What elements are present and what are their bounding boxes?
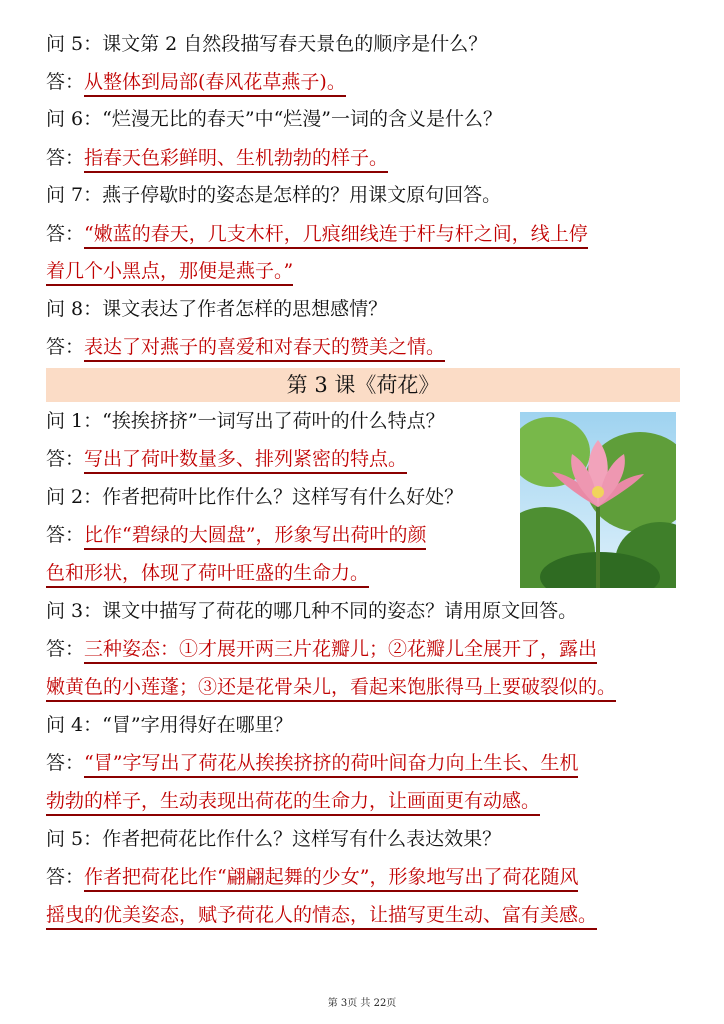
lesson3-question-1: 问 1：“挨挨挤挤”一词写出了荷叶的什么特点？ [46,410,445,432]
lesson3-answer-1: 答：写出了荷叶数量多、排列紧密的特点。 [46,446,407,472]
answer-6: 答：指春天色彩鲜明、生机勃勃的样子。 [46,145,388,171]
lesson3-question-2: 问 2：作者把荷叶比作什么？这样写有什么好处？ [46,486,464,508]
lesson3-question-5: 问 5：作者把荷花比作什么？这样写有什么表达效果？ [46,828,502,850]
answer-5: 答：从整体到局部(春风花草燕子)。 [46,69,346,95]
lesson3-answer-5: 答：作者把荷花比作“翩翩起舞的少女”，形象地写出了荷花随风 [46,864,578,890]
lesson-title-banner: 第 3 课《荷花》 [46,368,680,402]
question-6: 问 6：“烂漫无比的春天”中“烂漫”一词的含义是什么？ [46,108,502,130]
answer-7-continued: 着几个小黑点，那便是燕子。” [46,258,293,284]
question-7: 问 7：燕子停歇时的姿态是怎样的？用课文原句回答。 [46,184,502,206]
lesson3-question-4: 问 4：“冒”字用得好在哪里？ [46,714,293,736]
lotus-flower-photo [520,412,676,588]
lesson3-question-3: 问 3：课文中描写了荷花的哪几种不同的姿态？请用原文回答。 [46,600,578,622]
lesson3-answer-3-continued: 嫩黄色的小莲蓬；③还是花骨朵儿，看起来饱胀得马上要破裂似的。 [46,674,616,700]
answer-7: 答：“嫩蓝的春天，几支木杆，几痕细线连于杆与杆之间，线上停 [46,221,588,247]
lesson3-answer-4-continued: 勃勃的样子，生动表现出荷花的生命力，让画面更有动感。 [46,788,540,814]
lesson3-answer-5-continued: 摇曳的优美姿态，赋予荷花人的情态，让描写更生动、富有美感。 [46,902,597,928]
question-5: 问 5：课文第 2 自然段描写春天景色的顺序是什么？ [46,33,488,55]
lesson3-answer-2: 答：比作“碧绿的大圆盘”，形象写出荷叶的颜 [46,522,426,548]
page-footer: 第 3页 共 22页 [327,998,397,1009]
lesson3-answer-2-continued: 色和形状，体现了荷叶旺盛的生命力。 [46,560,369,586]
lesson3-answer-3: 答：三种姿态：①才展开两三片花瓣儿；②花瓣儿全展开了，露出 [46,636,597,662]
question-8: 问 8：课文表达了作者怎样的思想感情？ [46,298,388,320]
answer-8: 答：表达了对燕子的喜爱和对春天的赞美之情。 [46,334,445,360]
lesson3-answer-4: 答：“冒”字写出了荷花从挨挨挤挤的荷叶间奋力向上生长、生机 [46,750,578,776]
